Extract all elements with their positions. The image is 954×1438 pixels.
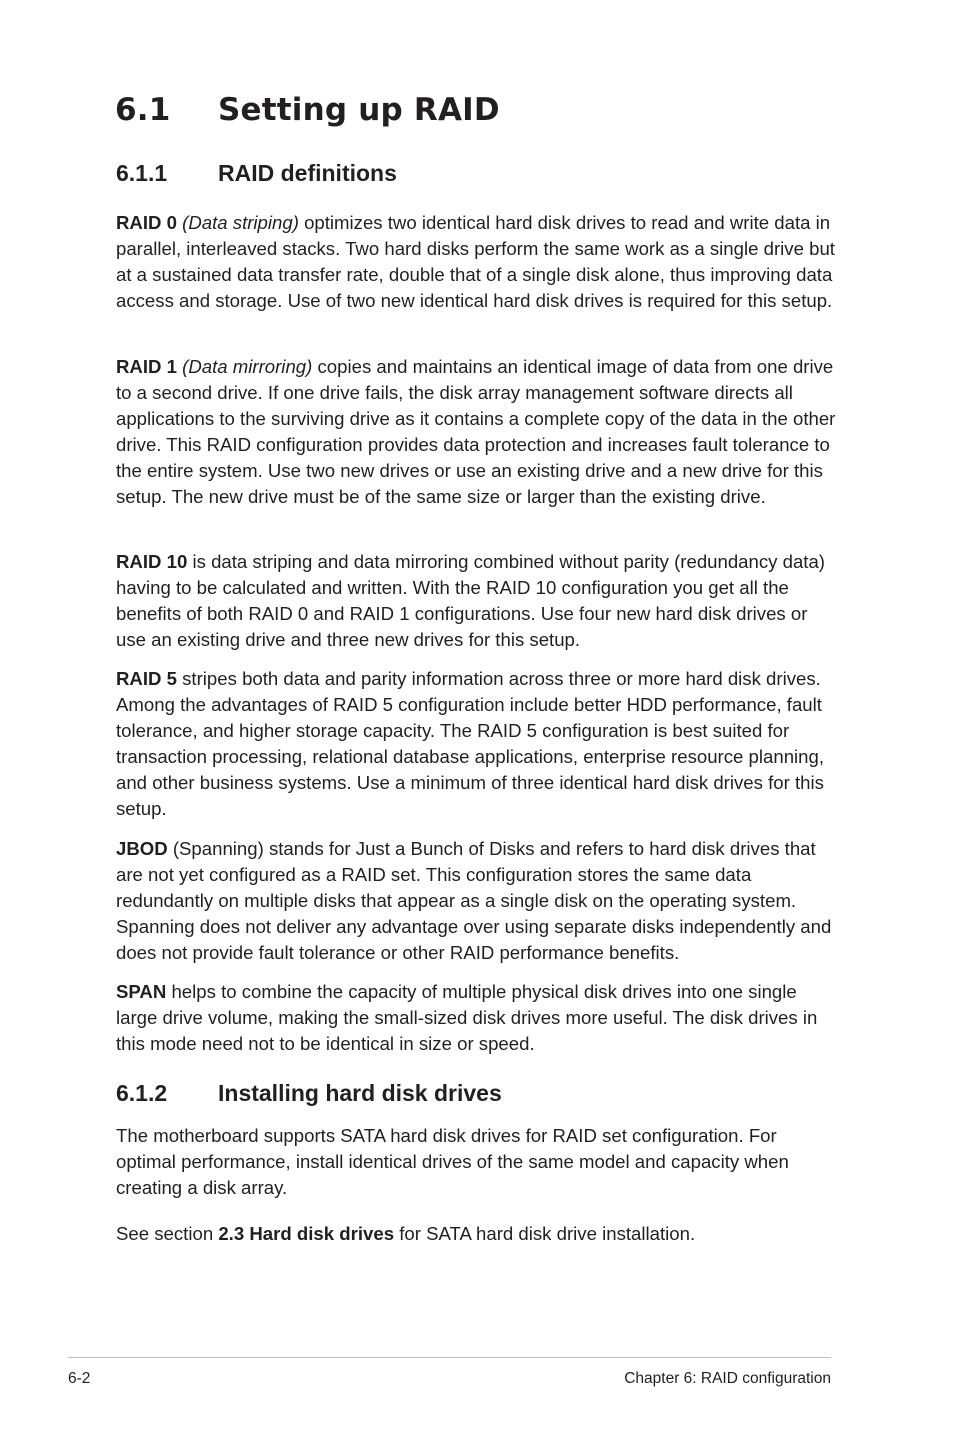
section-title: Installing hard disk drives — [218, 1080, 502, 1106]
paragraph-raid10 — [116, 549, 840, 653]
section-number: 6.1.1 — [116, 160, 168, 186]
section-title: RAID definitions — [218, 160, 397, 186]
page-title-text: Setting up RAID — [218, 92, 500, 128]
footer-divider — [68, 1357, 831, 1358]
paragraph-raid0 — [116, 210, 840, 314]
see-section-suffix: for SATA hard disk drive installation. — [394, 1223, 696, 1244]
text-jbod: (Spanning) stands for Just a Bunch of Disks and refers to hard disk drives that are not yet configured as a RAID set. This configuration stores the same data redundantly on multiple disks that appear as a single disk on the operating system. Spanning does not deliver any advantage over using separate disks independently and does not provide fault tolerance or other RAID performance benefits. — [116, 838, 832, 963]
term-raid0: RAID 0 — [116, 212, 177, 233]
paragraph-see-section — [116, 1221, 840, 1247]
paragraph-motherboard-support: The motherboard supports SATA hard disk drives for RAID set configuration. For optimal performance, install identical drives of the same model and capacity when creating a disk array. — [116, 1125, 789, 1198]
section-heading-raid-definitions — [116, 159, 397, 187]
text-raid5: stripes both data and parity information across three or more hard disk drives. Among the advantages of RAID 5 configuration include better HDD performance, fault tolerance, and higher storage capacity. The RAID 5 configuration is best suited for transaction processing, relational database applications, enterprise resource planning, and other business systems. Use a minimum of three identical hard disk drives for this setup. — [116, 668, 825, 819]
term-raid1: RAID 1 — [116, 356, 177, 377]
paragraph-span — [116, 979, 840, 1057]
see-section-prefix: See section — [116, 1223, 219, 1244]
section-heading-installing-drives — [116, 1079, 502, 1107]
section-number: 6.1.2 — [116, 1080, 168, 1106]
page-title-number: 6.1 — [115, 92, 171, 128]
paragraph-raid5 — [116, 666, 840, 822]
term-raid5: RAID 5 — [116, 668, 177, 689]
qualifier-raid1: (Data mirroring) — [182, 356, 313, 377]
page-title — [115, 90, 500, 130]
paragraph-raid1 — [116, 354, 840, 510]
term-raid10: RAID 10 — [116, 551, 188, 572]
term-jbod: JBOD — [116, 838, 168, 859]
text-span: helps to combine the capacity of multiple physical disk drives into one single large drive volume, making the small-sized disk drives more useful. The disk drives in this mode need not to be identical in size or speed. — [116, 981, 818, 1054]
page-number: 6-2 — [68, 1370, 91, 1387]
qualifier-raid0: (Data striping) — [182, 212, 299, 233]
term-span: SPAN — [116, 981, 167, 1002]
text-raid10: is data striping and data mirroring combined without parity (redundancy data) having to be calculated and written. With the RAID 10 configuration you get all the benefits of both RAID 0 and RAID 1 configurations. Use four new hard disk drives or use an existing drive and three new drives for this setup. — [116, 551, 826, 650]
section-reference: 2.3 Hard disk drives — [218, 1223, 395, 1244]
text-raid1: copies and maintains an identical image of data from one drive to a second drive. If one drive fails, the disk array management software directs all applications to the surviving drive as it contains a complete copy of the data in the other drive. This RAID configuration provides data protection and increases fault tolerance to the entire system. Use two new drives or use an existing drive and a new drive for this setup. The new drive must be of the same size or larger than the existing drive. — [116, 356, 836, 507]
chapter-label: Chapter 6: RAID configuration — [624, 1370, 831, 1387]
text-raid0: optimizes two identical hard disk drives to read and write data in parallel, interleaved stacks. Two hard disks perform the same work as a single drive but at a sustained data transfer rate, double that of a single disk alone, thus improving data access and storage. Use of two new identical hard disk drives is required for this setup. — [116, 212, 835, 311]
paragraph-jbod — [116, 836, 840, 966]
